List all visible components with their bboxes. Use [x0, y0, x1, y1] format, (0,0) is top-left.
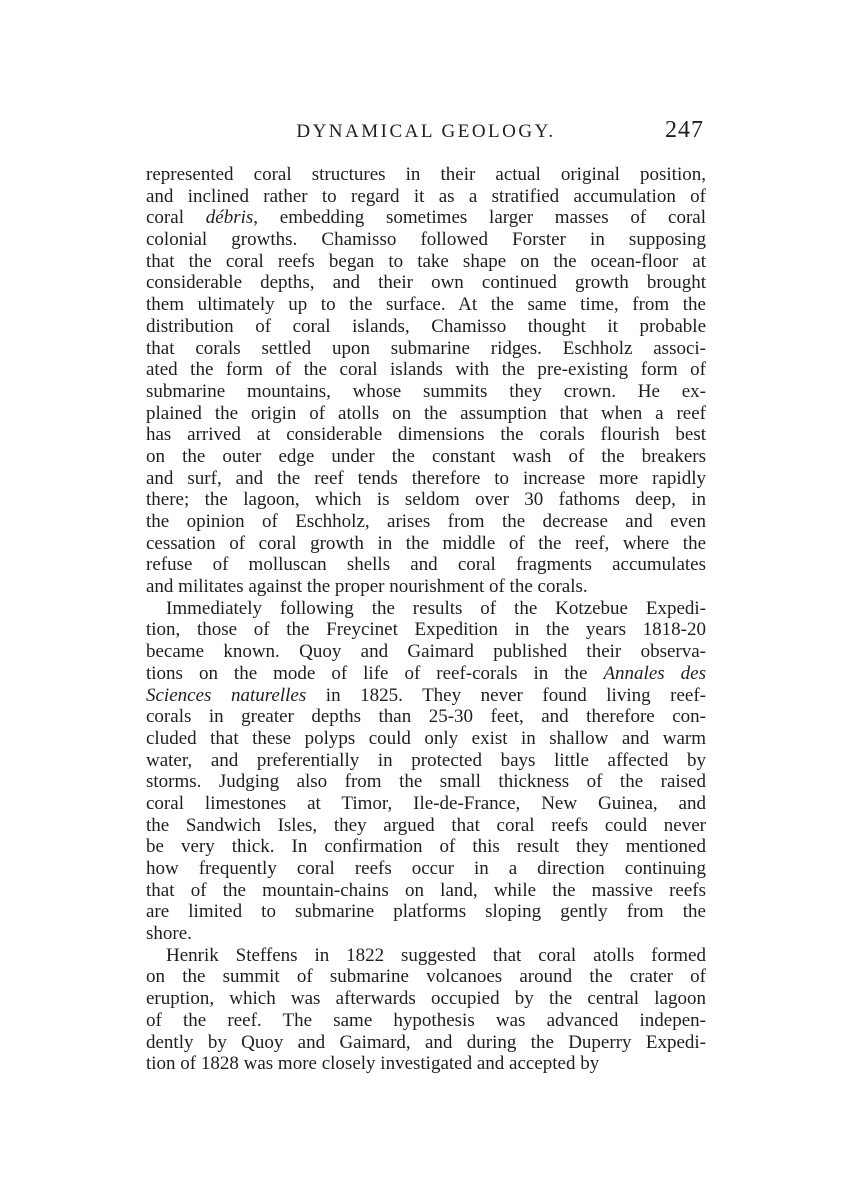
text-run: submarine mountains, whose summits they crown. He ex- [146, 380, 706, 402]
text-line [146, 229, 706, 251]
text-line [146, 1032, 706, 1054]
text-line [146, 598, 706, 620]
text-run: plained the origin of atolls on the assumption that when a reef [146, 402, 706, 424]
running-title: DYNAMICAL GEOLOGY. [296, 121, 556, 142]
text-run: storms. Judging also from the small thickness of the raised [146, 771, 706, 793]
text-run: became known. Quoy and Gaimard published their observa- [146, 641, 706, 663]
text-line [146, 424, 706, 446]
text-line [146, 771, 706, 793]
text-run: tion, those of the Freycinet Expedition in the years 1818-20 [146, 619, 706, 641]
text-run: in 1825. They never found living reef- [306, 684, 706, 706]
page-number: 247 [665, 117, 704, 143]
text-run: tion of 1828 was more closely investigated and accepted by [146, 1053, 600, 1075]
text-run: on the summit of submarine volcanoes around the crater of [146, 966, 706, 988]
text-line [146, 663, 706, 685]
text-line [146, 164, 706, 186]
text-run: colonial growths. Chamisso followed Forster in supposing [146, 229, 706, 251]
text-line [146, 901, 706, 923]
text-line [146, 489, 706, 511]
text-run: coral limestones at Timor, Ile-de-France, New Guinea, and [146, 792, 706, 814]
text-run: corals in greater depths than 25-30 feet, and therefore con- [146, 706, 706, 728]
text-line [146, 966, 706, 988]
text-run: them ultimately up to the surface. At the same time, from the [146, 294, 706, 316]
text-run: coral [146, 207, 206, 229]
text-line [146, 641, 706, 663]
text-run: the Sandwich Isles, they argued that coral reefs could never [146, 814, 706, 836]
text-line [146, 381, 706, 403]
text-line [146, 446, 706, 468]
text-run: water, and preferentially in protected bays little affected by [146, 749, 706, 771]
text-line [146, 836, 706, 858]
italic-run: Annales des [603, 662, 706, 684]
body-text [146, 164, 706, 1075]
text-run: Henrik Steffens in 1822 suggested that coral atolls formed [166, 944, 706, 966]
text-run: Immediately following the results of the Kotzebue Expedi- [166, 597, 706, 619]
text-line [146, 576, 706, 598]
text-run: cluded that these polyps could only exist in shallow and warm [146, 727, 706, 749]
text-line [146, 793, 706, 815]
text-run: has arrived at considerable dimensions the corals flourish best [146, 424, 706, 446]
paragraph [146, 598, 706, 945]
text-line [146, 207, 706, 229]
text-run: be very thick. In confirmation of this result they mentioned [146, 836, 706, 858]
text-line [146, 468, 706, 490]
text-line [146, 511, 706, 533]
text-line [146, 1010, 706, 1032]
text-run: , embedding sometimes larger masses of coral [253, 207, 706, 229]
text-line [146, 554, 706, 576]
text-line [146, 1053, 706, 1075]
text-line [146, 251, 706, 273]
text-run: dently by Quoy and Gaimard, and during the Duperry Expedi- [146, 1031, 706, 1053]
running-head [146, 117, 706, 151]
text-run: that corals settled upon submarine ridges. Eschholz associ- [146, 337, 706, 359]
italic-run: Sciences naturelles [146, 684, 307, 706]
text-line [146, 750, 706, 772]
text-run: shore. [146, 923, 192, 945]
text-line [146, 186, 706, 208]
text-line [146, 815, 706, 837]
text-line [146, 533, 706, 555]
text-line [146, 619, 706, 641]
text-line [146, 294, 706, 316]
text-run: are limited to submarine platforms sloping gently from the [146, 901, 706, 923]
text-run: there; the lagoon, which is seldom over 30 fathoms deep, in [146, 489, 706, 511]
text-line [146, 923, 706, 945]
text-line [146, 945, 706, 967]
text-line [146, 359, 706, 381]
text-run: represented coral structures in their actual original position, [146, 164, 706, 185]
text-line [146, 685, 706, 707]
text-run: ated the form of the coral islands with the pre-existing form of [146, 359, 706, 381]
text-run: and inclined rather to regard it as a stratified accumulation of [146, 185, 706, 207]
text-run: tions on the mode of life of reef-corals in the [146, 662, 604, 684]
text-run: how frequently coral reefs occur in a direction continuing [146, 858, 706, 879]
italic-run: débris [205, 207, 254, 229]
text-run: eruption, which was afterwards occupied by the central lagoon [146, 988, 706, 1010]
text-line [146, 403, 706, 425]
text-run: the opinion of Eschholz, arises from the decrease and even [146, 511, 706, 532]
paragraph [146, 164, 706, 598]
text-run: and surf, and the reef tends therefore to increase more rapidly [146, 467, 706, 489]
text-line [146, 728, 706, 750]
text-run: considerable depths, and their own continued growth brought [146, 272, 706, 294]
text-line [146, 988, 706, 1010]
text-line [146, 706, 706, 728]
text-run: distribution of coral islands, Chamisso thought it probable [146, 315, 706, 337]
text-run: of the reef. The same hypothesis was advanced indepen- [146, 1009, 706, 1031]
text-line [146, 338, 706, 360]
text-run: refuse of molluscan shells and coral fragments accumulates [146, 554, 706, 576]
paragraph [146, 945, 706, 1075]
text-line [146, 272, 706, 294]
text-line [146, 880, 706, 902]
text-run: and militates against the proper nourishment of the corals. [146, 576, 588, 598]
text-run: that of the mountain-chains on land, while the massive reefs [146, 879, 706, 901]
text-run: cessation of coral growth in the middle of the reef, where the [146, 532, 706, 554]
text-run: on the outer edge under the constant wash of the breakers [146, 445, 706, 467]
text-line [146, 858, 706, 880]
text-line [146, 316, 706, 338]
text-run: that the coral reefs began to take shape on the ocean-floor at [146, 250, 706, 272]
